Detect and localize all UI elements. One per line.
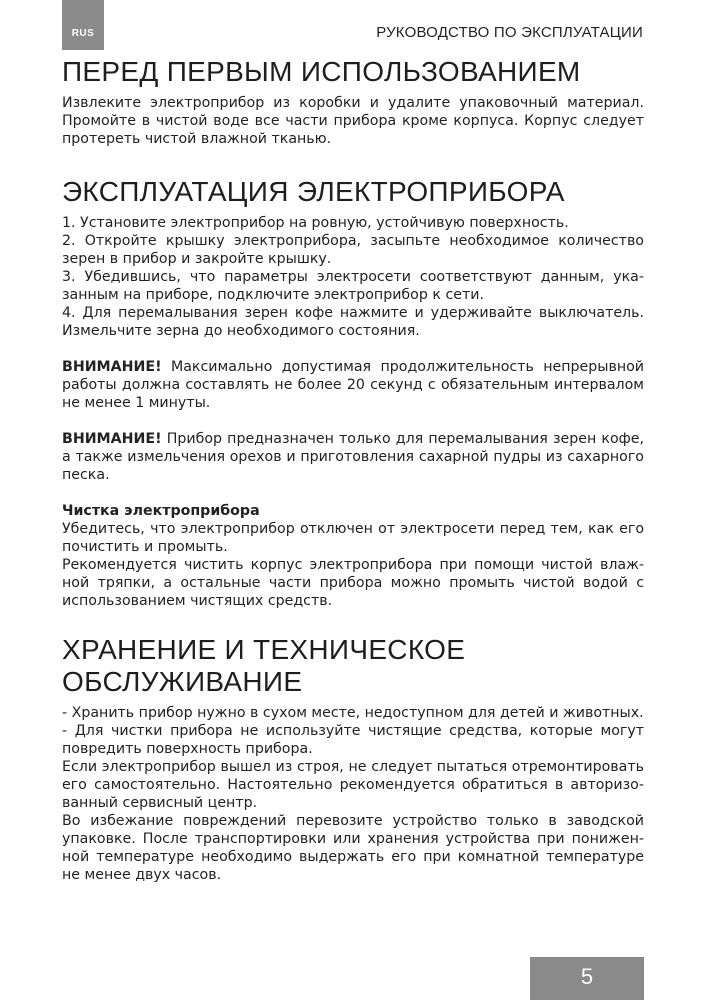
warning-text: Прибор предназначен только для перемалывания зерен кофе, а также измельчения орехов и приготовления сахарной пудры из сахарного песка. [62,431,644,483]
operation-step-3: 3. Убедившись, что параметры электросети соответствуют данным, указанным на приборе, подключите электроприбор к сети. [62,269,644,303]
operation-step-2: 2. Откройте крышку электроприбора, засыпьте необходимое количество зерен в прибор и закройте крышку. [62,233,644,267]
first-use-paragraph: Извлеките электроприбор из коробки и удалите упаковочный материал. Промойте в чистой воде все части прибора кроме корпуса. Корпус следует протереть чистой влажной тканью. [62,95,644,147]
section-heading-before-first-use: ПЕРЕД ПЕРВЫМ ИСПОЛЬЗОВАНИЕМ [62,56,581,87]
heading-line: ОБСЛУЖИВАНИЕ [62,666,303,697]
page-number: 5 [530,957,644,1000]
running-header: РУКОВОДСТВО ПО ЭКСПЛУАТАЦИИ [376,24,643,41]
page-content [62,56,644,884]
section-heading-storage [62,634,644,698]
warning-paragraph-1 [62,358,644,412]
cleaning-paragraph-1: Убедитесь, что электроприбор отключен от электросети перед тем, как его почистить и промыть. [62,521,644,555]
warning-label: ВНИМАНИЕ! [62,359,162,375]
operation-step-1: 1. Установите электроприбор на ровную, устойчивую поверхность. [62,215,569,231]
storage-paragraph-2: - Для чистки прибора не используйте чистящие средства, которые могут повредить поверхность прибора. [62,723,644,757]
section-heading-operation: ЭКСПЛУАТАЦИЯ ЭЛЕКТРОПРИБОРА [62,176,565,207]
storage-paragraph-3: Если электроприбор вышел из строя, не следует пытаться отремонтировать его самостоятельно. Настоятельно рекомендуется обратиться в авторизованный сервисный центр. [62,759,644,811]
warning-text: Максимально допустимая продолжительность непрерывной работы должна составлять не более 20 секунд с обязательным интервалом не менее 1 минуты. [62,359,644,411]
language-tab: RUS [62,0,104,50]
storage-paragraph-4: Во избежание повреждений перевозите устройство только в заводской упаковке. После транспортировки или хранения устройства при пониженной температуре необходимо выдержать его при комнатной температуре не менее двух часов. [62,813,644,883]
warning-paragraph-2 [62,430,644,484]
heading-line: ХРАНЕНИЕ И ТЕХНИЧЕСКОЕ [62,634,466,665]
warning-label: ВНИМАНИЕ! [62,431,162,447]
operation-step-4: 4. Для перемалывания зерен кофе нажмите и удерживайте выключатель. Измельчите зерна до необходимого состояния. [62,305,644,339]
cleaning-subheading: Чистка электроприбора [62,503,260,519]
cleaning-paragraph-2: Рекомендуется чистить корпус электроприбора при помощи чистой влажной тряпки, а остальные части прибора можно промыть чистой водой с использованием чистящих средств. [62,557,644,609]
storage-paragraph-1: - Хранить прибор нужно в сухом месте, недоступном для детей и животных. [62,705,644,721]
